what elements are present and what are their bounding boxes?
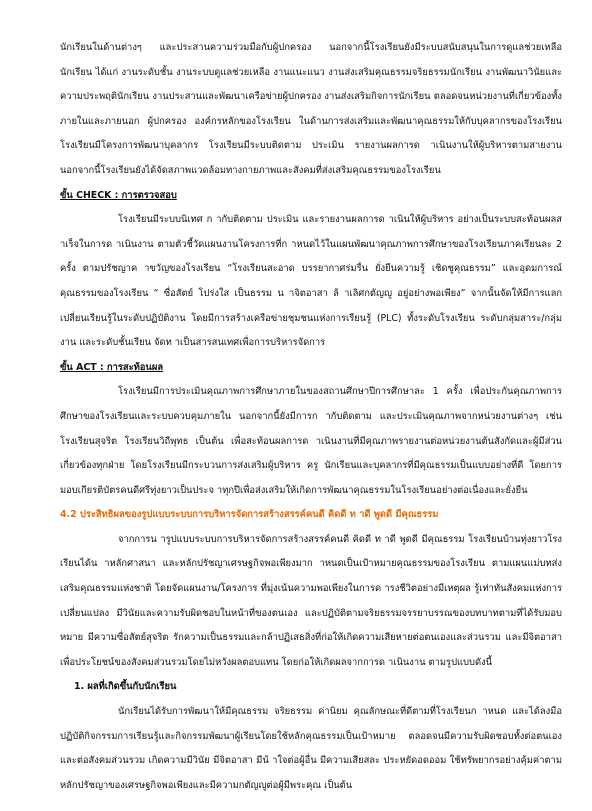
item-1-paragraph: นักเรียนได้รับการพัฒนาให้มีคุณธรรม จริยธรรม ค่านิยม คุณลักษณะที่ดีตามที่โรงเรียนก าหนด และได้ลงมือปฏิบัติกิจกรรมการเรียนรู้และกิจกรรมพัฒนาผู้เรียนโดยใช้หลักคุณธรรมเป็นเป้าหมาย ตลอดจนมีความรับผิดชอบทั้งต่อตนเองและต่อสังคมส่วนรวม เกิดความมีวินัย มีจิตอาสา มีน้ าใจต่อผู้อื่น มีความเสียสละ ประหยัดอดออม ใช้ทรัพยากรอย่างคุ้มค่าตามหลักปรัชญาของเศรษฐกิจพอเพียงและมีความกตัญญูต่อผู้มีพระคุณ เป็นต้น [60, 706, 562, 791]
intro-paragraph: นักเรียนในด้านต่างๆ และประสานความร่วมมือกับผู้ปกครอง นอกจากนี้โรงเรียนยังมีระบบสนับสนุนในการดูแลช่วยเหลือนักเรียน ได้แก่ งานระดับชั้น งานระบบดูแลช่วยเหลือ งานแนะแนว งานส่งเสริมคุณธรรมจริยธรรมนักเรียน งานพัฒนาวินัยและความประพฤตินักเรียน งานประสานและพัฒนาเครือข่ายผู้ปกครอง งานส่งเสริมกิจการนักเรียน ตลอดจนหน่วยงานที่เกี่ยวข้องทั้งภายในและภายนอก ผู้ปกครอง องค์กรหลักของโรงเรียน ในด้านการส่งเสริมและพัฒนาคุณธรรมให้กับบุคลากรของโรงเรียน โรงเรียนมีโครงการพัฒนาบุคลากร โรงเรียนมีระบบติดตาม ประเมิน รายงานผลการด าเนินงานให้ผู้บริหารตามสายงาน นอกจากนี้โรงเรียนยังได้จัดสภาพแวดล้อมทางกายภาพและสังคมที่ส่งเสริมคุณธรรมของโรงเรียน [60, 42, 562, 176]
section-4-2-heading: 4.2 ประสิทธิผลของรูปแบบระบบการบริหารจัดการสร้างสรรค์คนดี คิดดี ท าดี พูดดี มีคุณธรรม [60, 509, 439, 521]
act-paragraph: โรงเรียนมีการประเมินคุณภาพการศึกษาภายในของสถานศึกษาปีการศึกษาละ 1 ครั้ง เพื่อประกันคุณภาพการศึกษาของโรงเรียนและระบบควบคุมภายใน นอกจากนี้ยังมีการก ากับติดตาม และประเมินคุณภาพจากหน่วยงานต่างๆ เช่น โรงเรียนสุจริต โรงเรียนวิถีพุทธ เป็นต้น เพื่อสะท้อนผลการด าเนินงานที่มีคุณภาพรายงานต่อหน่วยงานต้นสังกัดและผู้มีส่วนเกี่ยวข้องทุกฝ่าย โดยโรงเรียนมีกระบวนการส่งเสริมผู้บริหาร ครู นักเรียนและบุคลากรที่มีคุณธรรมเป็นแบบอย่างที่ดี โดยการมอบเกียรติบัตรคนดีศรีทุ่งยาวเป็นประจ าทุกปีเพื่อส่งเสริมให้เกิดการพัฒนาคุณธรรมในโรงเรียนอย่างต่อเนื่องและยั่งยืน [60, 386, 562, 496]
act-heading: ขั้น ACT : การสะท้อนผล [60, 361, 164, 373]
check-paragraph: โรงเรียนมีระบบนิเทศ ก ากับติดตาม ประเมิน และรายงานผลการด าเนินให้ผู้บริหาร อย่างเป็นระบบสะท้อนผลส าเร็จในการด าเนินงาน ตามตัวชี้วัดแผนงานโครงการที่ก าหนดไว้ในแผนพัฒนาคุณภาพการศึกษาของโรงเรียนภาคเรียนละ 2 ครั้ง ตามปรัชญาค าขวัญของโรงเรียน “โรงเรียนสะอาด บรรยากาศร่มรื่น ยั่งยืนความรู้ เชิดชูคุณธรรม” และอุดมการณ์คุณธรรมของโรงเรียน “ ซื่อสัตย์ โปร่งใส เป็นธรรม น าจิตอาสา ล้ าเลิศกตัญญู อยู่อย่างพอเพียง” จากนั้นจัดให้มีการแลกเปลี่ยนเรียนรู้ในระดับปฏิบัติงาน โดยมีการสร้างเครือข่ายชุมชนแห่งการเรียนรู้ (PLC) ทั้งระดับโรงเรียน ระดับกลุ่มสาระ/กลุ่มงาน และระดับชั้นเรียน จัดท าเป็นสารสนเทศเพื่อการบริหารจัดการ [60, 214, 562, 349]
check-heading: ขั้น CHECK : การตรวจสอบ [60, 189, 177, 201]
item-1-heading: 1. ผลที่เกิดขึ้นกับนักเรียน [74, 681, 177, 693]
section-4-2-paragraph: จากการน ารูปแบบระบบการบริหารจัดการสร้างสรรค์คนดี คิดดี ท าดี พูดดี มีคุณธรรม โรงเรียนบ้านทุ่งยาวโรงเรียนได้น าหลักศาสนา และหลักปรัชญาเศรษฐกิจพอเพียงมาก าหนดเป็นเป้าหมายคุณธรรมของโรงเรียน ตามแผนแม่บทส่งเสริมคุณธรรมแห่งชาติ โดยจัดแผนงาน/โครงการ ที่มุ่งเน้นความพอเพียงในการด ารงชีวิตอย่างมีเหตุผล รู้เท่าทันสังคมแห่งการเปลี่ยนแปลง มีวินัยและความรับผิดชอบในหน้าที่ของตนเอง และปฏิบัติตามจริยธรรมจรรยาบรรณของบทบาทตามที่ได้รับมอบหมาย มีความซื่อสัตย์สุจริต รักความเป็นธรรมและกล้าปฏิเสธสิ่งที่ก่อให้เกิดความเสียหายต่อตนเองและส่วนรวม และมีจิตอาสาเพื่อประโยชน์ของสังคมส่วนรวมโดยไม่หวังผลตอบแทน โดยก่อให้เกิดผลจากการด าเนินงาน ตามรูปแบบดังนี้ [60, 533, 562, 668]
